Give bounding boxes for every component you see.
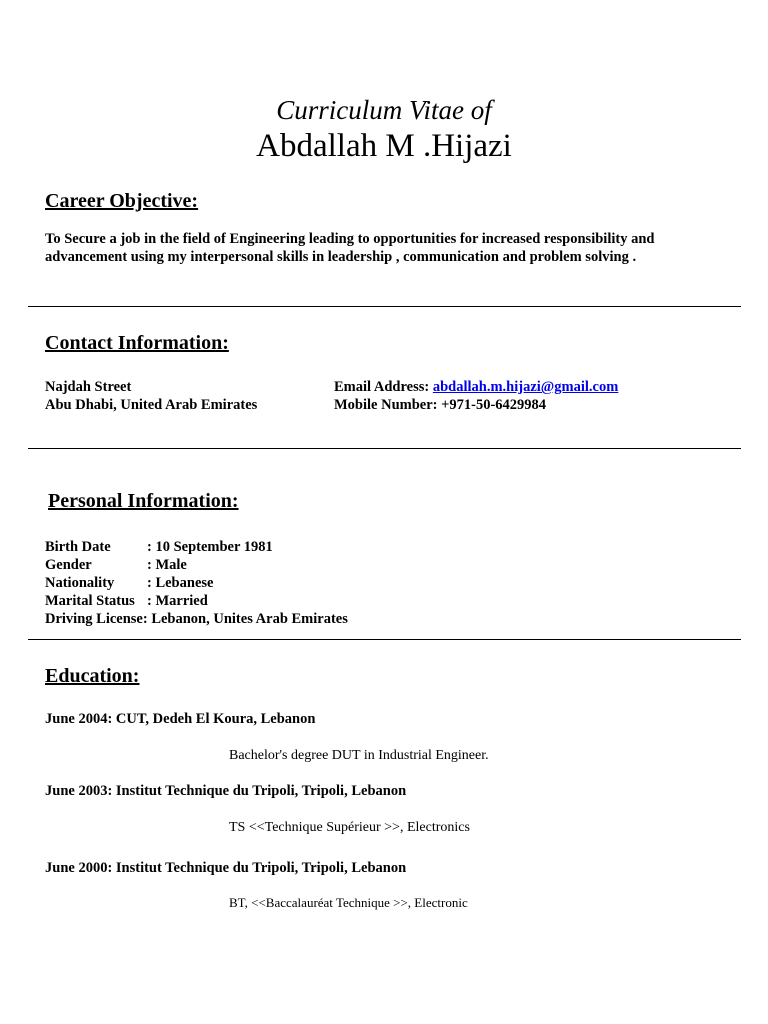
- gender-value: : Male: [147, 557, 187, 573]
- personal-info-list: [45, 538, 348, 628]
- contact-city: Abu Dhabi, United Arab Emirates: [45, 397, 258, 413]
- nationality-label: Nationality: [45, 575, 115, 591]
- divider: [28, 306, 741, 307]
- marital-status-row: [45, 592, 348, 610]
- birth-date-value: : 10 September 1981: [147, 539, 273, 555]
- email-link[interactable]: abdallah.m.hijazi@gmail.com: [432, 379, 619, 395]
- contact-email-line: [334, 379, 618, 396]
- career-objective-text: To Secure a job in the field of Engineering leading to opportunities for increased responsibility and advancement using my interpersonal skills in leadership , communication and problem solving .: [45, 231, 655, 265]
- cv-name: Abdallah M .Hijazi: [256, 128, 512, 164]
- contact-street: Najdah Street: [45, 379, 132, 395]
- education-heading: Education:: [45, 665, 140, 687]
- nationality-row: [45, 574, 348, 592]
- personal-information-heading: Personal Information:: [48, 490, 239, 512]
- divider: [28, 639, 741, 640]
- driving-license-row: Driving License: Lebanon, Unites Arab Emirates: [45, 611, 348, 627]
- marital-status-label: Marital Status: [45, 593, 135, 609]
- gender-row: [45, 556, 348, 574]
- gender-label: Gender: [45, 557, 92, 573]
- education-entry-title: June 2003: Institut Technique du Tripoli, Tripoli, Lebanon: [45, 783, 407, 799]
- contact-information-heading: Contact Information:: [45, 332, 229, 354]
- birth-date-label: Birth Date: [45, 539, 111, 555]
- marital-status-value: : Married: [147, 593, 208, 609]
- education-entry-detail: TS <<Technique Supérieur >>, Electronics: [229, 820, 470, 835]
- nationality-value: : Lebanese: [147, 575, 214, 591]
- divider: [28, 448, 741, 449]
- education-entry-title: June 2004: CUT, Dedeh El Koura, Lebanon: [45, 711, 316, 727]
- cv-subtitle: Curriculum Vitae of: [276, 95, 492, 125]
- contact-mobile: Mobile Number: +971-50-6429984: [334, 397, 547, 413]
- education-entry-detail: BT, <<Baccalauréat Technique >>, Electronic: [229, 895, 468, 910]
- career-objective-heading: Career Objective:: [45, 190, 199, 212]
- education-entry-title: June 2000: Institut Technique du Tripoli, Tripoli, Lebanon: [45, 860, 407, 876]
- birth-date-row: [45, 538, 348, 556]
- email-label: Email Address:: [334, 379, 433, 395]
- education-entry-detail: Bachelor's degree DUT in Industrial Engineer.: [229, 748, 489, 763]
